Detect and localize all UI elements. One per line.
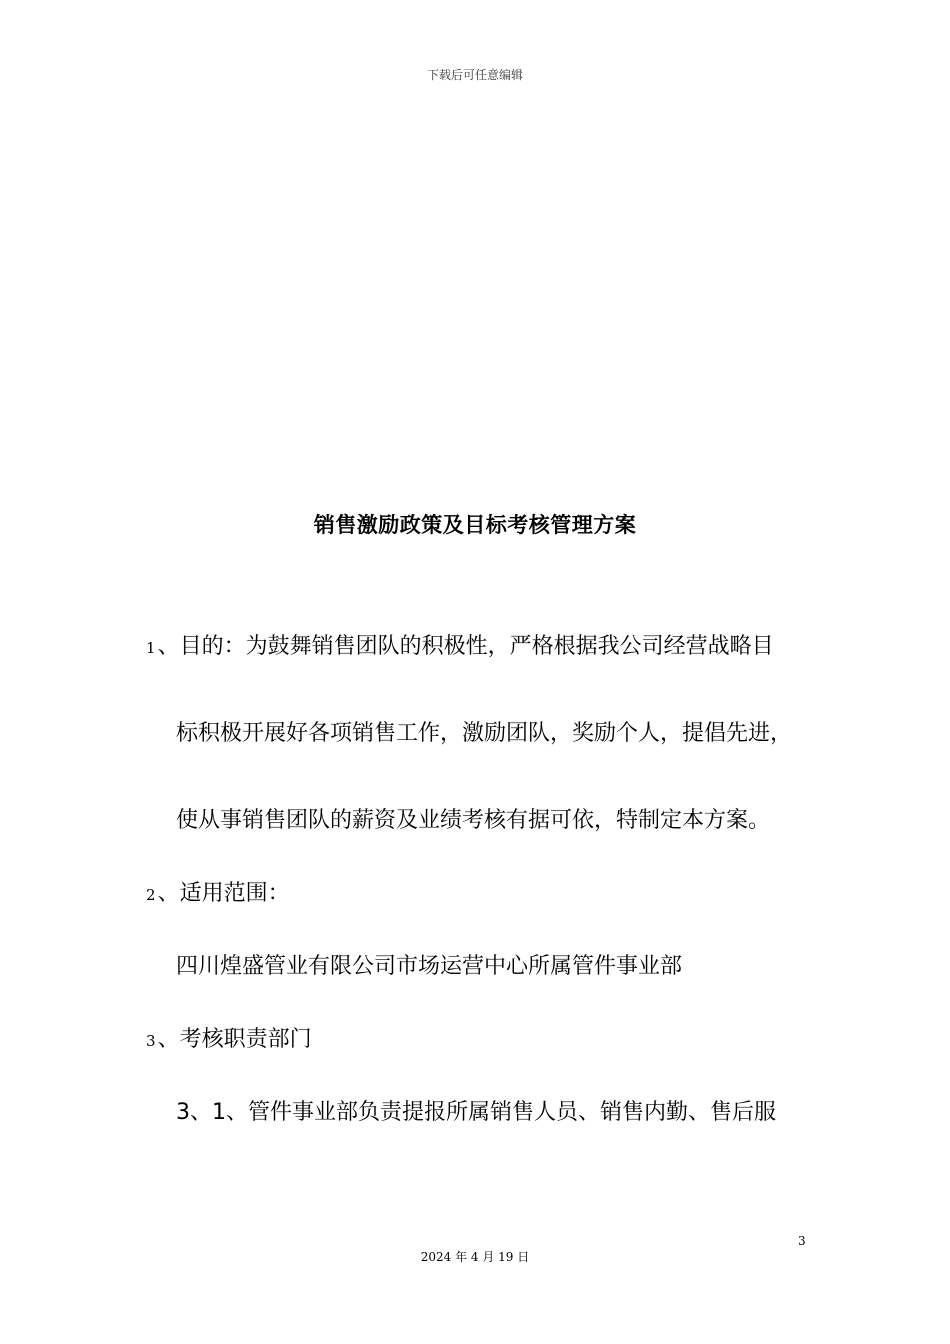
- section-2-text-1: 适用范围：: [179, 881, 290, 906]
- page-header: 下载后可任意编辑: [426, 68, 523, 82]
- section-1-text-3: 使从事销售团队的薪资及业绩考核有据可依，特制定本方案。: [176, 808, 771, 833]
- footer-date: 2024 年 4 月 19 日: [420, 1250, 530, 1264]
- subsection-3-1-text: 3、1、管件事业部负责提报所属销售人员、销售内勤、售后服: [176, 1100, 776, 1125]
- subsection-3-1-line: [176, 1102, 776, 1124]
- section-2-text-2: 四川煌盛管业有限公司市场运营中心所属管件事业部: [176, 954, 683, 979]
- section-2-separator: 、: [157, 881, 180, 906]
- section-1-text-2: 标积极开展好各项销售工作，激励团队，奖励个人，提倡先进，: [176, 721, 793, 746]
- document-title: 销售激励政策及目标考核管理方案: [313, 513, 637, 537]
- section-1-line-2: [176, 723, 792, 745]
- section-2-number: 2: [146, 886, 156, 904]
- section-2-line-2: [176, 956, 682, 978]
- page-number: 3: [798, 1234, 806, 1248]
- section-1-line-3: [176, 810, 770, 832]
- section-1-text-1: 目的：为鼓舞销售团队的积极性，严格根据我公司经营战略目: [179, 634, 774, 659]
- section-1-number: 1: [146, 639, 156, 657]
- section-2-line-1: [146, 883, 290, 905]
- section-1-line-1: [146, 636, 774, 658]
- section-1-separator: 、: [157, 634, 180, 659]
- section-3-text-1: 考核职责部门: [179, 1027, 312, 1052]
- section-3-line-1: [146, 1029, 312, 1051]
- section-3-number: 3: [146, 1032, 156, 1050]
- section-3-separator: 、: [157, 1027, 180, 1052]
